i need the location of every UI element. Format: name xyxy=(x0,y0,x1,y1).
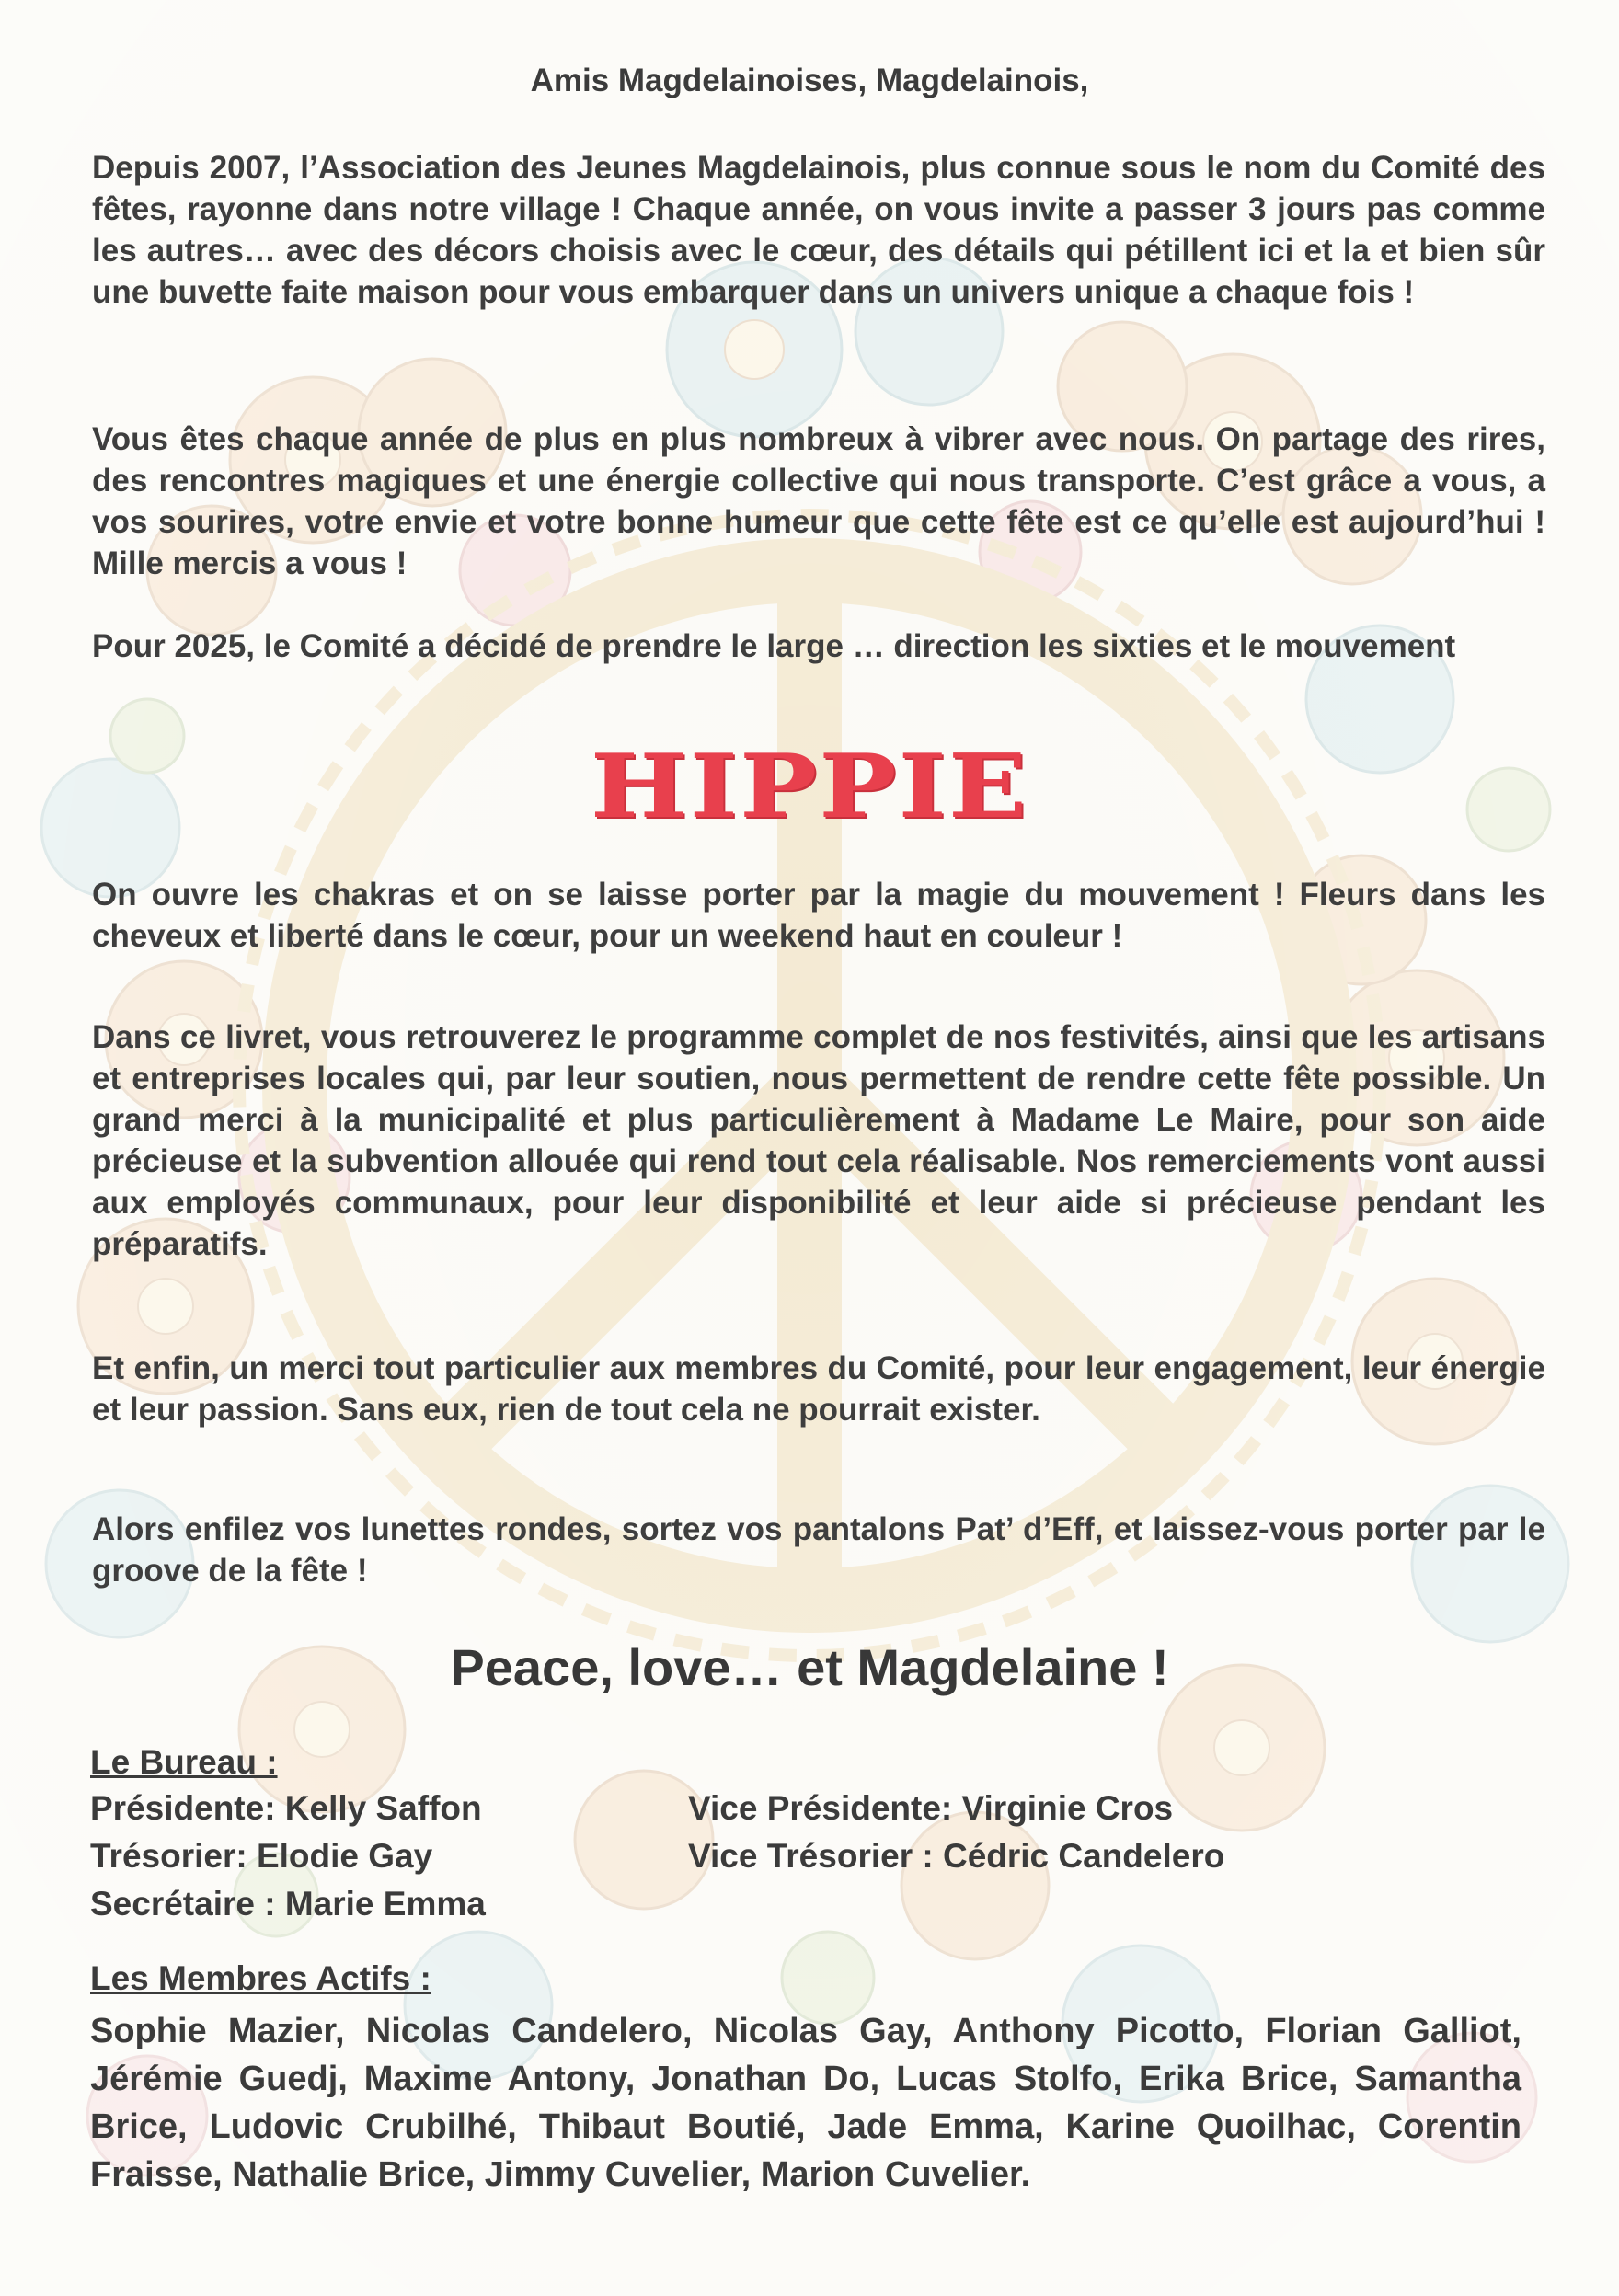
paragraph-thanks: Vous êtes chaque année de plus en plus nombreux à vibrer avec nous. On partage des rires, des rencontres magiques et une énergie collective qui nous transporte. C’est grâce a vous, a vos sourires, votre envie et votre bonne humeur que cette fête est ce qu’elle est aujourd’hui ! Mille mercis a vous ! xyxy=(92,421,1545,581)
bureau-tresorier: Trésorier: Elodie Gay xyxy=(90,1837,433,1875)
bureau-vice-presidente: Vice Présidente: Virginie Cros xyxy=(688,1789,1174,1827)
hippie-title-wrap xyxy=(0,727,1619,847)
paragraph-chakras: On ouvre les chakras et on se laisse porter par la magie du mouvement ! Fleurs dans les cheveux et liberté dans le cœur, pour un weekend haut en couleur ! xyxy=(92,877,1545,954)
bureau-presidente: Présidente: Kelly Saffon xyxy=(90,1789,482,1827)
bureau-secretaire: Secrétaire : Marie Emma xyxy=(90,1885,486,1923)
membres-title: Les Membres Actifs : xyxy=(90,1959,431,1997)
paragraph-livret: Dans ce livret, vous retrouverez le programme complet de nos festivités, ainsi que les artisans et entreprises locales qui, par leur soutien, nous permettent de rendre cette fête possible. Un grand merci à la municipalité et plus particulièrement à Madame Le Maire, pour son aide précieuse et la subvention allouée qui rend tout cela réalisable. Nos remerciements vont aussi aux employés communaux, pour leur disponibilité et leur aide si précieuse pendant les préparatifs. xyxy=(92,1019,1545,1262)
paragraph-comite: Et enfin, un merci tout particulier aux membres du Comité, pour leur engagement, leur énergie et leur passion. Sans eux, rien de tout cela ne pourrait exister. xyxy=(92,1350,1545,1428)
membres-list: Sophie Mazier, Nicolas Candelero, Nicolas Gay, Anthony Picotto, Florian Galliot, Jérémie Guedj, Maxime Antony, Jonathan Do, Lucas Stolfo, Erika Brice, Samantha Brice, Ludovic Crubilhé, Thibaut Boutié, Jade Emma, Karine Quoilhac, Corentin Fraisse, Nathalie Brice, Jimmy Cuvelier, Marion Cuvelier. xyxy=(90,2012,1521,2194)
paragraph-theme: Pour 2025, le Comité a décidé de prendre le large … direction les sixties et le mouvement xyxy=(92,628,1456,664)
slogan: Peace, love… et Magdelaine ! xyxy=(450,1638,1169,1696)
greeting: Amis Magdelainoises, Magdelainois, xyxy=(530,63,1089,98)
hippie-title: HIPPIE xyxy=(590,735,1029,839)
paragraph-groove: Alors enfilez vos lunettes rondes, sortez vos pantalons Pat’ d’Eff, et laissez-vous porter par le groove de la fête ! xyxy=(92,1511,1545,1589)
paragraph-intro: Depuis 2007, l’Association des Jeunes Magdelainois, plus connue sous le nom du Comité des fêtes, rayonne dans notre village ! Chaque année, on vous invite a passer 3 jours pas comme les autres… avec des décors choisis avec le cœur, des détails qui pétillent ici et la et bien sûr une buvette faite maison pour vous embarquer dans un univers unique a chaque fois ! xyxy=(92,150,1545,310)
bureau-vice-tresorier: Vice Trésorier : Cédric Candelero xyxy=(688,1837,1225,1875)
bureau-title: Le Bureau : xyxy=(90,1743,278,1781)
